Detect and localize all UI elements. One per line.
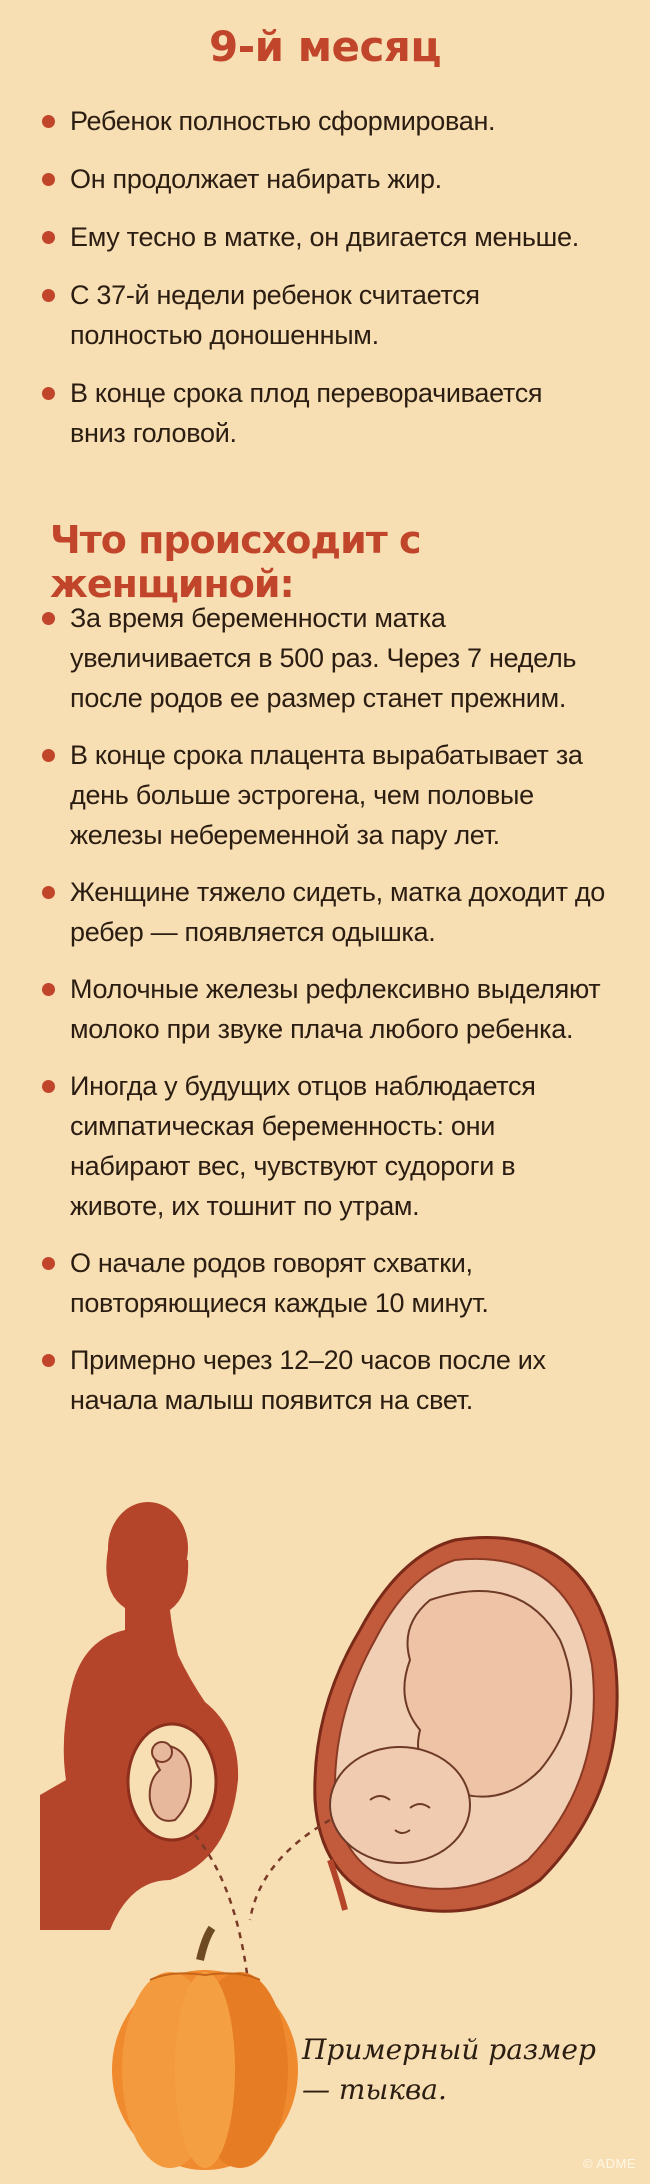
- list-item: Он продолжает набирать жир.: [42, 159, 622, 199]
- baby-facts-list: [42, 101, 622, 471]
- list-item: Ребенок полностью сформирован.: [42, 101, 622, 141]
- list-item: С 37-й недели ребенок считается полностью доношенным.: [42, 275, 540, 355]
- list-item: О начале родов говорят схватки, повторяющиеся каждые 10 минут.: [42, 1243, 530, 1323]
- size-caption: Примерный размер — тыква.: [302, 2033, 596, 2106]
- pumpkin-icon: [112, 1928, 298, 2170]
- copyright: © ADME: [582, 2156, 636, 2171]
- pregnant-woman-silhouette-icon: [40, 1502, 238, 1930]
- list-item: Иногда у будущих отцов наблюдается симпатическая беременность: они набирают вес, чувствуют судороги в животе, их тошнит по утрам.: [42, 1066, 570, 1226]
- list-item: Ему тесно в матке, он двигается меньше.: [42, 217, 622, 257]
- list-item: Женщине тяжело сидеть, матка доходит до ребер — появляется одышка.: [42, 872, 610, 952]
- page-title: 9-й месяц: [208, 22, 442, 71]
- list-item: Примерно через 12–20 часов после их начала малыш появится на свет.: [42, 1340, 590, 1420]
- section-title: Что происходит с женщиной:: [50, 518, 421, 606]
- list-item: В конце срока плод переворачивается вниз головой.: [42, 373, 590, 453]
- fetus-in-womb-icon: [315, 1538, 617, 1912]
- woman-facts-list: [42, 598, 622, 1437]
- womb-icon: [128, 1724, 216, 1840]
- list-item: За время беременности матка увеличивается в 500 раз. Через 7 недель после родов ее размер станет прежним.: [42, 598, 610, 718]
- list-item: В конце срока плацента вырабатывает за день больше эстрогена, чем половые железы небеременной за пару лет.: [42, 735, 600, 855]
- list-item: Молочные железы рефлексивно выделяют молоко при звуке плача любого ребенка.: [42, 969, 630, 1049]
